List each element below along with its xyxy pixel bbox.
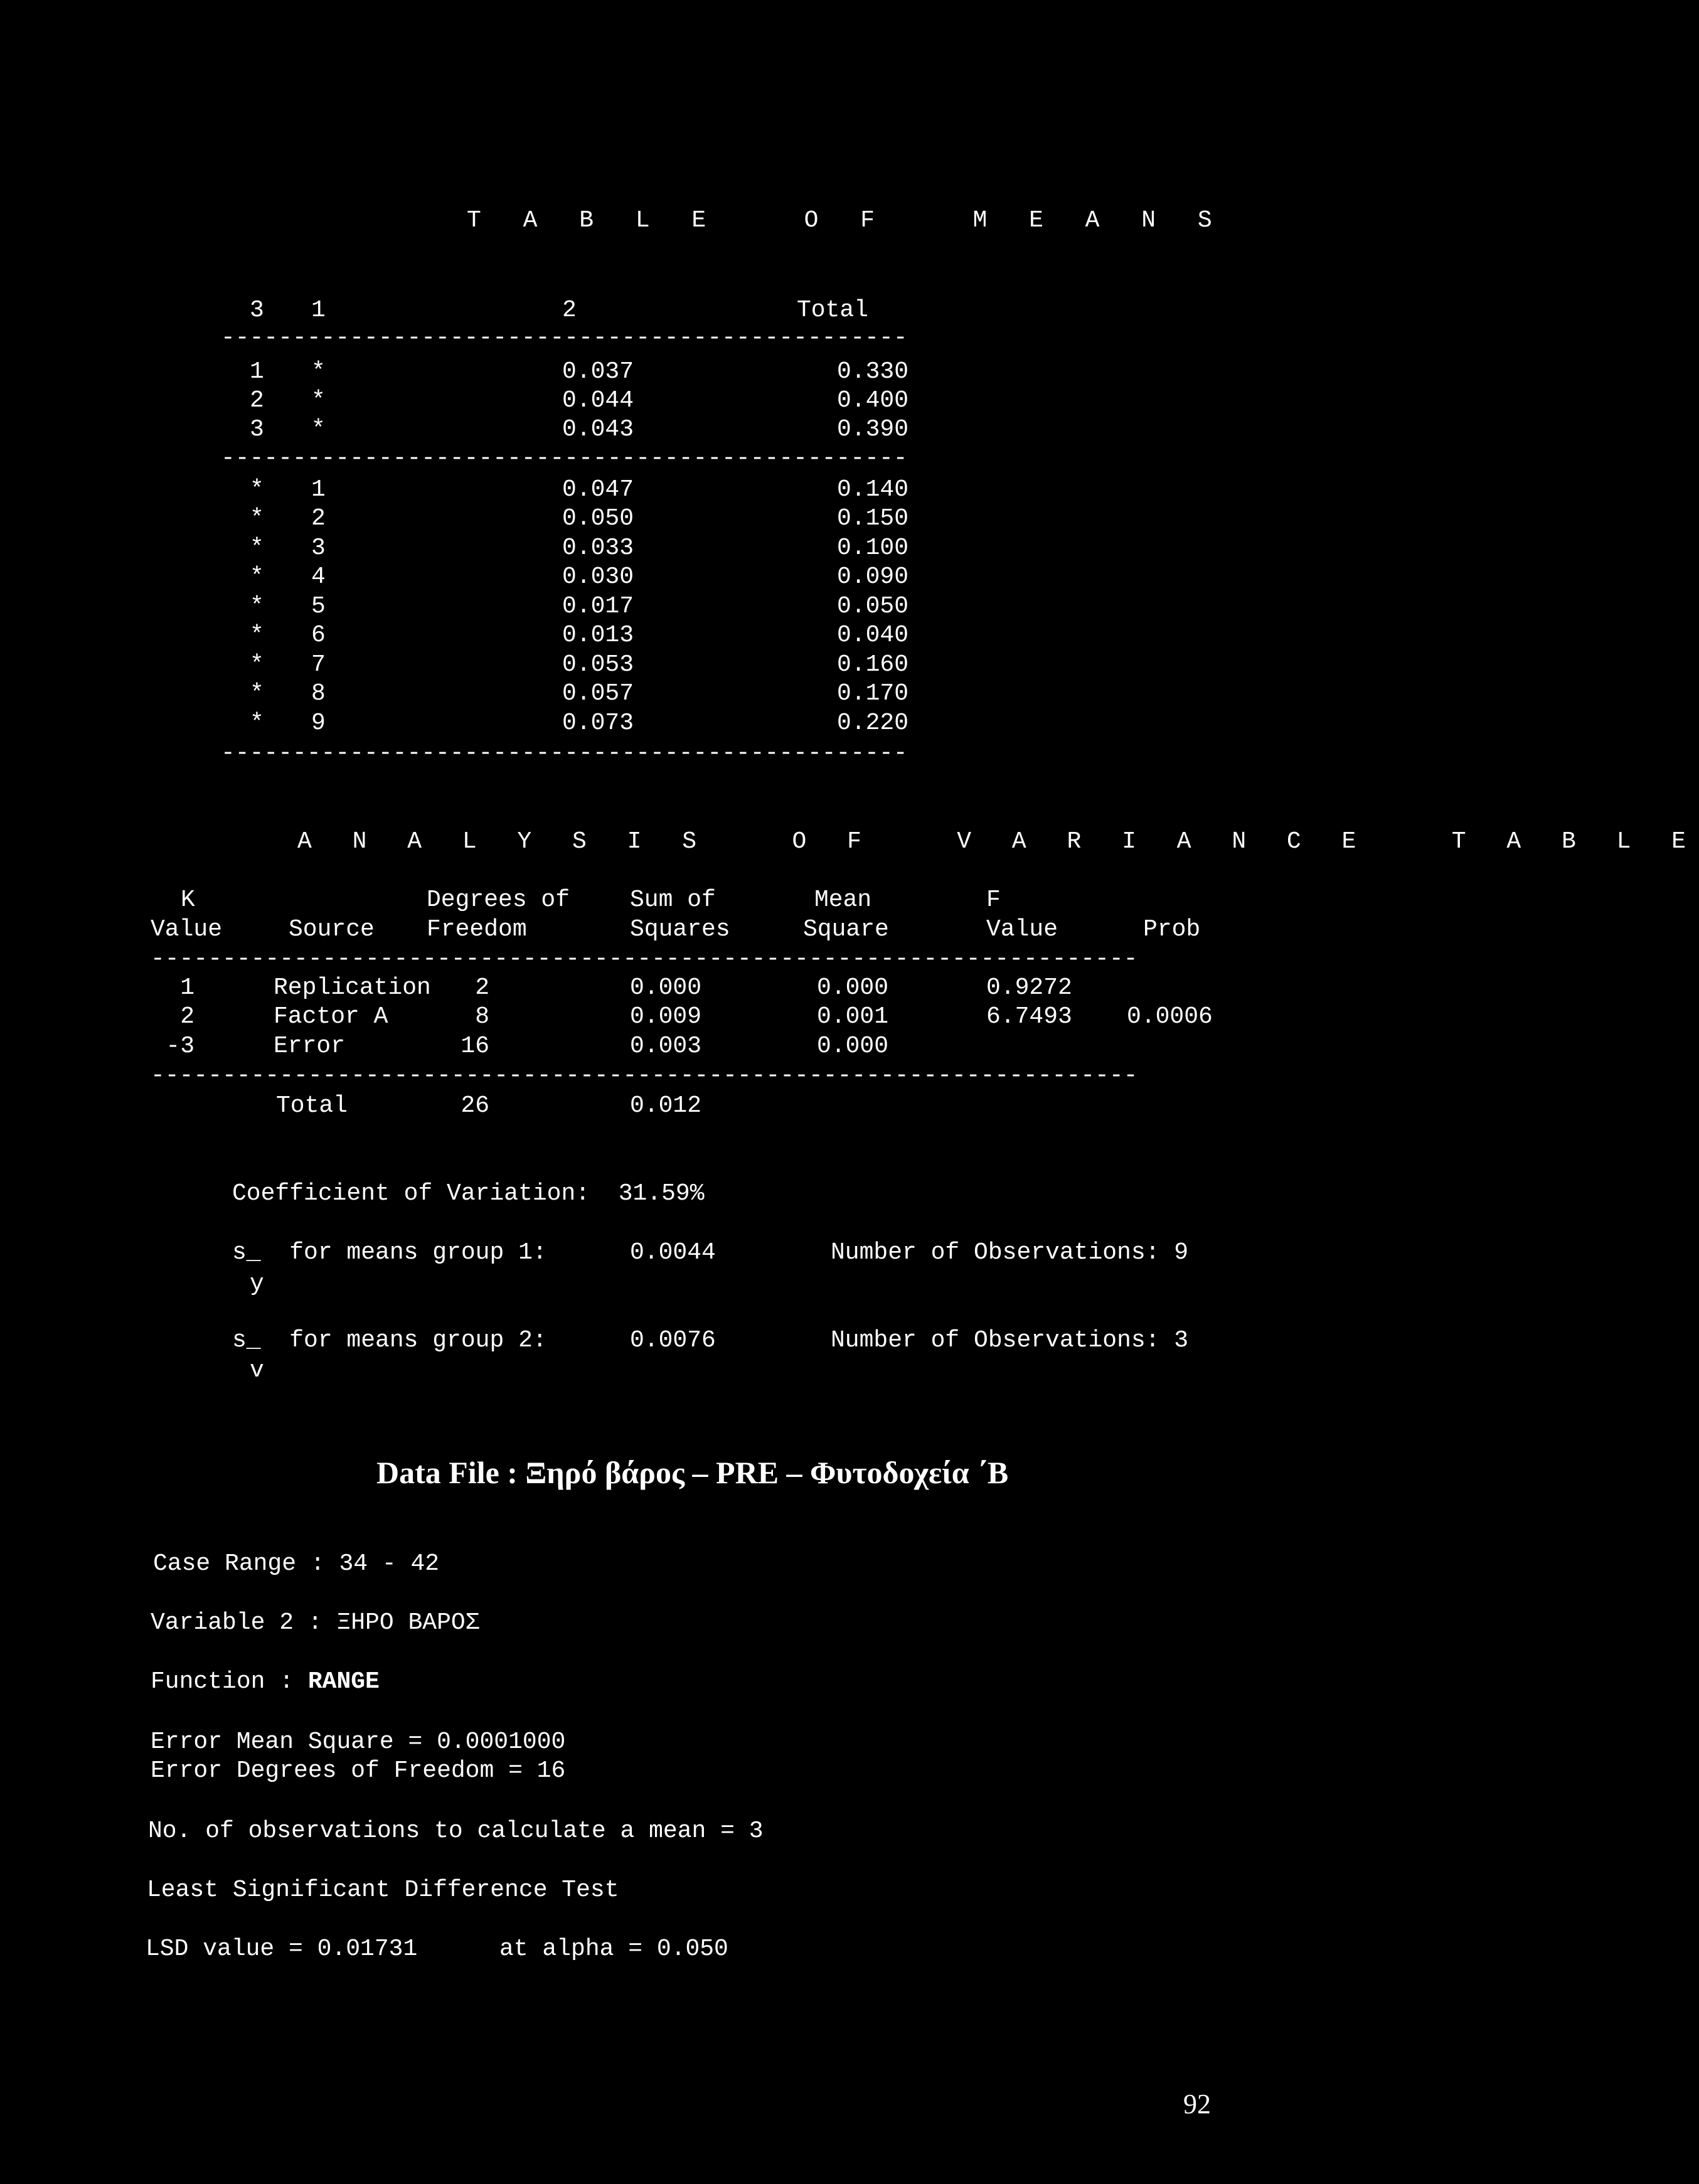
cell-mean: 0.073 [562, 710, 634, 737]
observations-per-mean: No. of observations to calculate a mean = 3 [148, 1818, 764, 1845]
cell-ms: 0.000 [817, 1033, 889, 1060]
cell-mean: 0.013 [562, 622, 634, 649]
cell-total: 0.150 [837, 505, 909, 532]
cell-ms: 0.000 [817, 974, 889, 1001]
alpha-value: at alpha = 0.050 [499, 1936, 728, 1963]
cell-f: 0.9272 [986, 974, 1072, 1001]
datafile-title: Data File : Ξηρό βάρος – PRE – Φυτοδοχεία ΄Β [376, 1455, 1009, 1490]
sv-observations: Number of Observations: 3 [831, 1327, 1189, 1354]
cell-total: 0.100 [837, 535, 909, 562]
means-separator-1: ------------------------------------------------ [221, 324, 908, 351]
cell-total: 0.400 [837, 387, 909, 414]
means-title: T A B L E O F M E A N S [467, 207, 1226, 234]
lsd-test-title: Least Significant Difference Test [147, 1877, 619, 1904]
error-degrees-freedom: Error Degrees of Freedom = 16 [151, 1757, 566, 1784]
total-df: 26 [461, 1092, 489, 1119]
cell-a: * [250, 476, 264, 503]
cell-mean: 0.044 [562, 387, 634, 414]
cell-prob: 0.0006 [1127, 1003, 1213, 1030]
function-value: RANGE [307, 1668, 380, 1695]
error-mean-square: Error Mean Square = 0.0001000 [151, 1729, 566, 1755]
cell-mean: 0.033 [562, 535, 634, 562]
cell-mean: 0.037 [562, 358, 634, 385]
variable: Variable 2 : ΞΗΡΟ ΒΑΡΟΣ [151, 1609, 480, 1636]
cell-a: * [250, 651, 264, 678]
cell-a: 2 [250, 387, 264, 414]
sy-subscript: y [250, 1270, 264, 1297]
cell-mean: 0.053 [562, 651, 634, 678]
cell-mean: 0.050 [562, 505, 634, 532]
sv-value: 0.0076 [630, 1327, 716, 1354]
page-number: 92 [1183, 2089, 1211, 2119]
cell-a: 3 [250, 416, 264, 443]
cell-total: 0.330 [837, 358, 909, 385]
cell-total: 0.390 [837, 416, 909, 443]
means-header-col-3: 3 [250, 297, 264, 324]
cell-a: 1 [250, 358, 264, 385]
anova-header-value: Value [151, 916, 223, 943]
cell-b: 1 [311, 476, 326, 503]
cell-b: 6 [311, 622, 326, 649]
cell-a: * [250, 710, 264, 737]
cell-total: 0.050 [837, 593, 909, 620]
cell-total: 0.170 [837, 680, 909, 707]
total-ss: 0.012 [630, 1092, 702, 1119]
anova-header-freedom: Freedom [427, 916, 527, 943]
sy-label: s_ for means group 1: [232, 1239, 547, 1266]
cell-mean: 0.057 [562, 680, 634, 707]
sv-label: s_ for means group 2: [232, 1327, 547, 1354]
anova-header-square: Square [803, 916, 889, 943]
cell-a: * [250, 622, 264, 649]
anova-header-k: K [181, 887, 195, 914]
anova-separator-1: --------------------------------------------------------------------- [151, 946, 1138, 972]
cell-b: 3 [311, 535, 326, 562]
cell-source: Error [274, 1033, 346, 1060]
cell-a: * [250, 593, 264, 620]
cell-total: 0.040 [837, 622, 909, 649]
cell-df: 8 [475, 1003, 489, 1030]
cell-k: 1 [180, 974, 194, 1001]
cell-df: 2 [475, 974, 489, 1001]
anova-separator-2: --------------------------------------------------------------------- [151, 1062, 1138, 1089]
cell-b: 4 [311, 563, 326, 590]
cell-total: 0.160 [837, 651, 909, 678]
cell-b: * [311, 358, 326, 385]
coefficient-of-variation: Coefficient of Variation: 31.59% [232, 1180, 705, 1207]
anova-header-prob: Prob [1143, 916, 1201, 943]
means-separator-2: ------------------------------------------------ [221, 445, 908, 472]
means-header-col-2: 2 [562, 297, 577, 324]
cell-mean: 0.047 [562, 476, 634, 503]
sy-value: 0.0044 [630, 1239, 716, 1266]
cell-b: * [311, 416, 326, 443]
means-header-col-1: 1 [311, 297, 326, 324]
cell-df: 16 [461, 1033, 489, 1060]
case-range: Case Range : 34 - 42 [153, 1550, 440, 1577]
cell-source: Replication [274, 974, 431, 1001]
cell-total: 0.220 [837, 710, 909, 737]
cell-mean: 0.017 [562, 593, 634, 620]
anova-header-mean: Mean [814, 887, 872, 914]
lsd-value: LSD value = 0.01731 [146, 1936, 418, 1963]
anova-header-sum: Sum of [630, 887, 716, 914]
cell-ss: 0.000 [630, 974, 702, 1001]
cell-k: 2 [180, 1003, 194, 1030]
cell-source: Factor A [274, 1003, 388, 1030]
sv-subscript: v [250, 1357, 264, 1384]
cell-a: * [250, 505, 264, 532]
cell-ss: 0.003 [630, 1033, 702, 1060]
anova-title: A N A L Y S I S O F V A R I A N C E T A B L E [297, 828, 1699, 855]
cell-k: -3 [166, 1033, 194, 1060]
cell-b: 5 [311, 593, 326, 620]
means-header-total: Total [797, 297, 869, 324]
sy-observations: Number of Observations: 9 [831, 1239, 1189, 1266]
cell-total: 0.090 [837, 563, 909, 590]
cell-a: * [250, 680, 264, 707]
cell-b: 2 [311, 505, 326, 532]
cell-b: 9 [311, 710, 326, 737]
anova-header-fvalue: Value [986, 916, 1058, 943]
means-separator-3: ------------------------------------------------ [221, 740, 908, 767]
anova-header-squares: Squares [630, 916, 730, 943]
cell-ms: 0.001 [817, 1003, 889, 1030]
cell-f: 6.7493 [986, 1003, 1072, 1030]
anova-header-f: F [986, 887, 1001, 914]
anova-header-degrees: Degrees of [427, 887, 570, 914]
cell-a: * [250, 563, 264, 590]
cell-b: 7 [311, 651, 326, 678]
cell-total: 0.140 [837, 476, 909, 503]
cell-mean: 0.030 [562, 563, 634, 590]
cell-ss: 0.009 [630, 1003, 702, 1030]
cell-a: * [250, 535, 264, 562]
function-label: Function : [151, 1668, 308, 1695]
cell-b: 8 [311, 680, 326, 707]
cell-b: * [311, 387, 326, 414]
function-line [151, 1670, 380, 1694]
anova-header-source: Source [289, 916, 375, 943]
total-label: Total [276, 1092, 348, 1119]
cell-mean: 0.043 [562, 416, 634, 443]
